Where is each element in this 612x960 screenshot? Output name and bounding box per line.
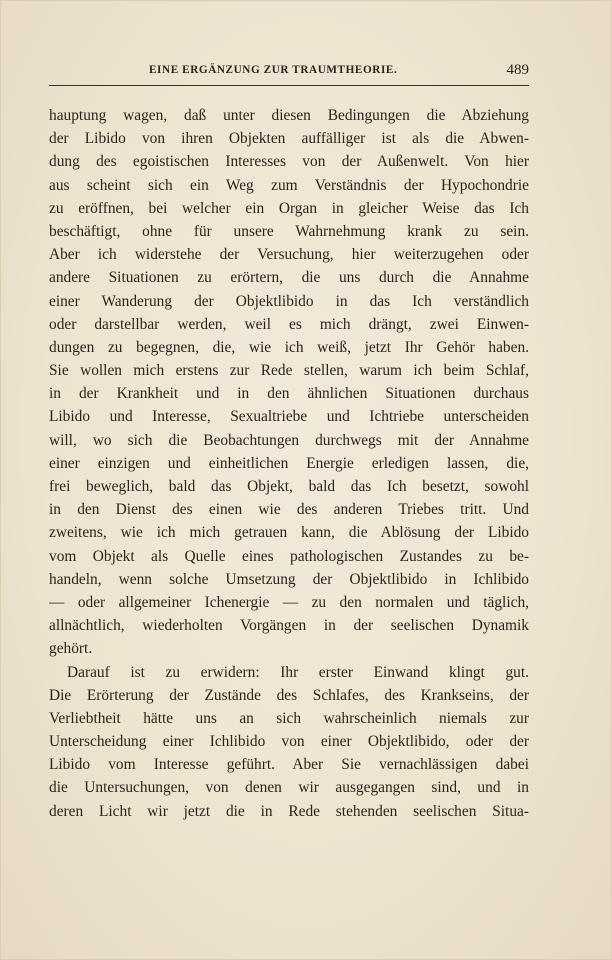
text-line: aus scheint sich ein Weg zum Verständnis der Hypochondrie: [49, 176, 529, 194]
text-line: dungen zu begegnen, die, wie ich weiß, jetzt Ihr Gehör haben.: [49, 338, 529, 356]
text-line: beschäftigt, ohne für unsere Wahrnehmung krank zu sein.: [49, 222, 529, 240]
text-line: allnächtlich, wiederholten Vorgängen in der seelischen Dynamik: [49, 617, 529, 635]
text-line: oder darstellbar werden, weil es mich drängt, zwei Einwen-: [49, 315, 529, 333]
text-line: handeln, wenn solche Umsetzung der Objektlibido in Ichlibido: [49, 570, 529, 588]
text-line: zweitens, wie ich mich getrauen kann, die Ablösung der Libido: [49, 524, 529, 542]
text-line: einer Wanderung der Objektlibido in das Ich verständlich: [49, 292, 529, 310]
body-text: [49, 104, 529, 823]
text-line: zu eröffnen, bei welcher ein Organ in gleicher Weise das Ich: [49, 199, 529, 217]
text-line: — oder allgemeiner Ichenergie — zu den normalen und täglich,: [49, 593, 529, 611]
running-title: EINE ERGÄNZUNG ZUR TRAUMTHEORIE.: [149, 64, 398, 76]
page-number: 489: [506, 62, 529, 78]
text-line: Darauf ist zu erwidern: Ihr erster Einwand klingt gut.: [67, 663, 529, 681]
text-line: vom Objekt als Quelle eines pathologischen Zustandes zu be-: [49, 547, 529, 565]
text-line: Unterscheidung einer Ichlibido von einer Objektlibido, oder der: [49, 733, 529, 751]
text-line: die Untersuchungen, von denen wir ausgegangen sind, und in: [49, 779, 529, 797]
text-line: dung des egoistischen Interesses von der Außenwelt. Von hier: [49, 153, 529, 171]
text-line: gehört.: [49, 640, 93, 658]
text-line: Sie wollen mich erstens zur Rede stellen, warum ich beim Schlaf,: [49, 362, 529, 380]
text-line: frei beweglich, bald das Objekt, bald das Ich besetzt, sowohl: [49, 478, 529, 495]
running-header: [49, 63, 529, 86]
text-line: in den Dienst des einen wie des anderen Triebes tritt. Und: [49, 501, 529, 519]
text-line: hauptung wagen, daß unter diesen Bedingungen die Abziehung: [49, 107, 529, 124]
text-line: andere Situationen zu erörtern, die uns durch die Annahme: [49, 269, 529, 287]
text-line: einer einzigen und einheitlichen Energie erledigen lassen, die,: [49, 454, 529, 472]
text-line: Libido vom Interesse geführt. Aber Sie vernachlässigen dabei: [49, 756, 529, 774]
text-line: der Libido von ihren Objekten auffälliger ist als die Abwen-: [49, 130, 529, 148]
text-line: in der Krankheit und in den ähnlichen Situationen durchaus: [49, 385, 529, 403]
text-line: will, wo sich die Beobachtungen durchwegs mit der Annahme: [49, 431, 529, 449]
text-line: Libido und Interesse, Sexualtriebe und Ichtriebe unterscheiden: [49, 408, 529, 426]
text-line: Aber ich widerstehe der Versuchung, hier weiterzugehen oder: [49, 246, 529, 264]
text-line: Die Erörterung der Zustände des Schlafes, des Krankseins, der: [49, 686, 529, 704]
text-line: Verliebtheit hätte uns an sich wahrscheinlich niemals zur: [49, 709, 529, 727]
text-line: deren Licht wir jetzt die in Rede stehenden seelischen Situa-: [49, 802, 529, 820]
